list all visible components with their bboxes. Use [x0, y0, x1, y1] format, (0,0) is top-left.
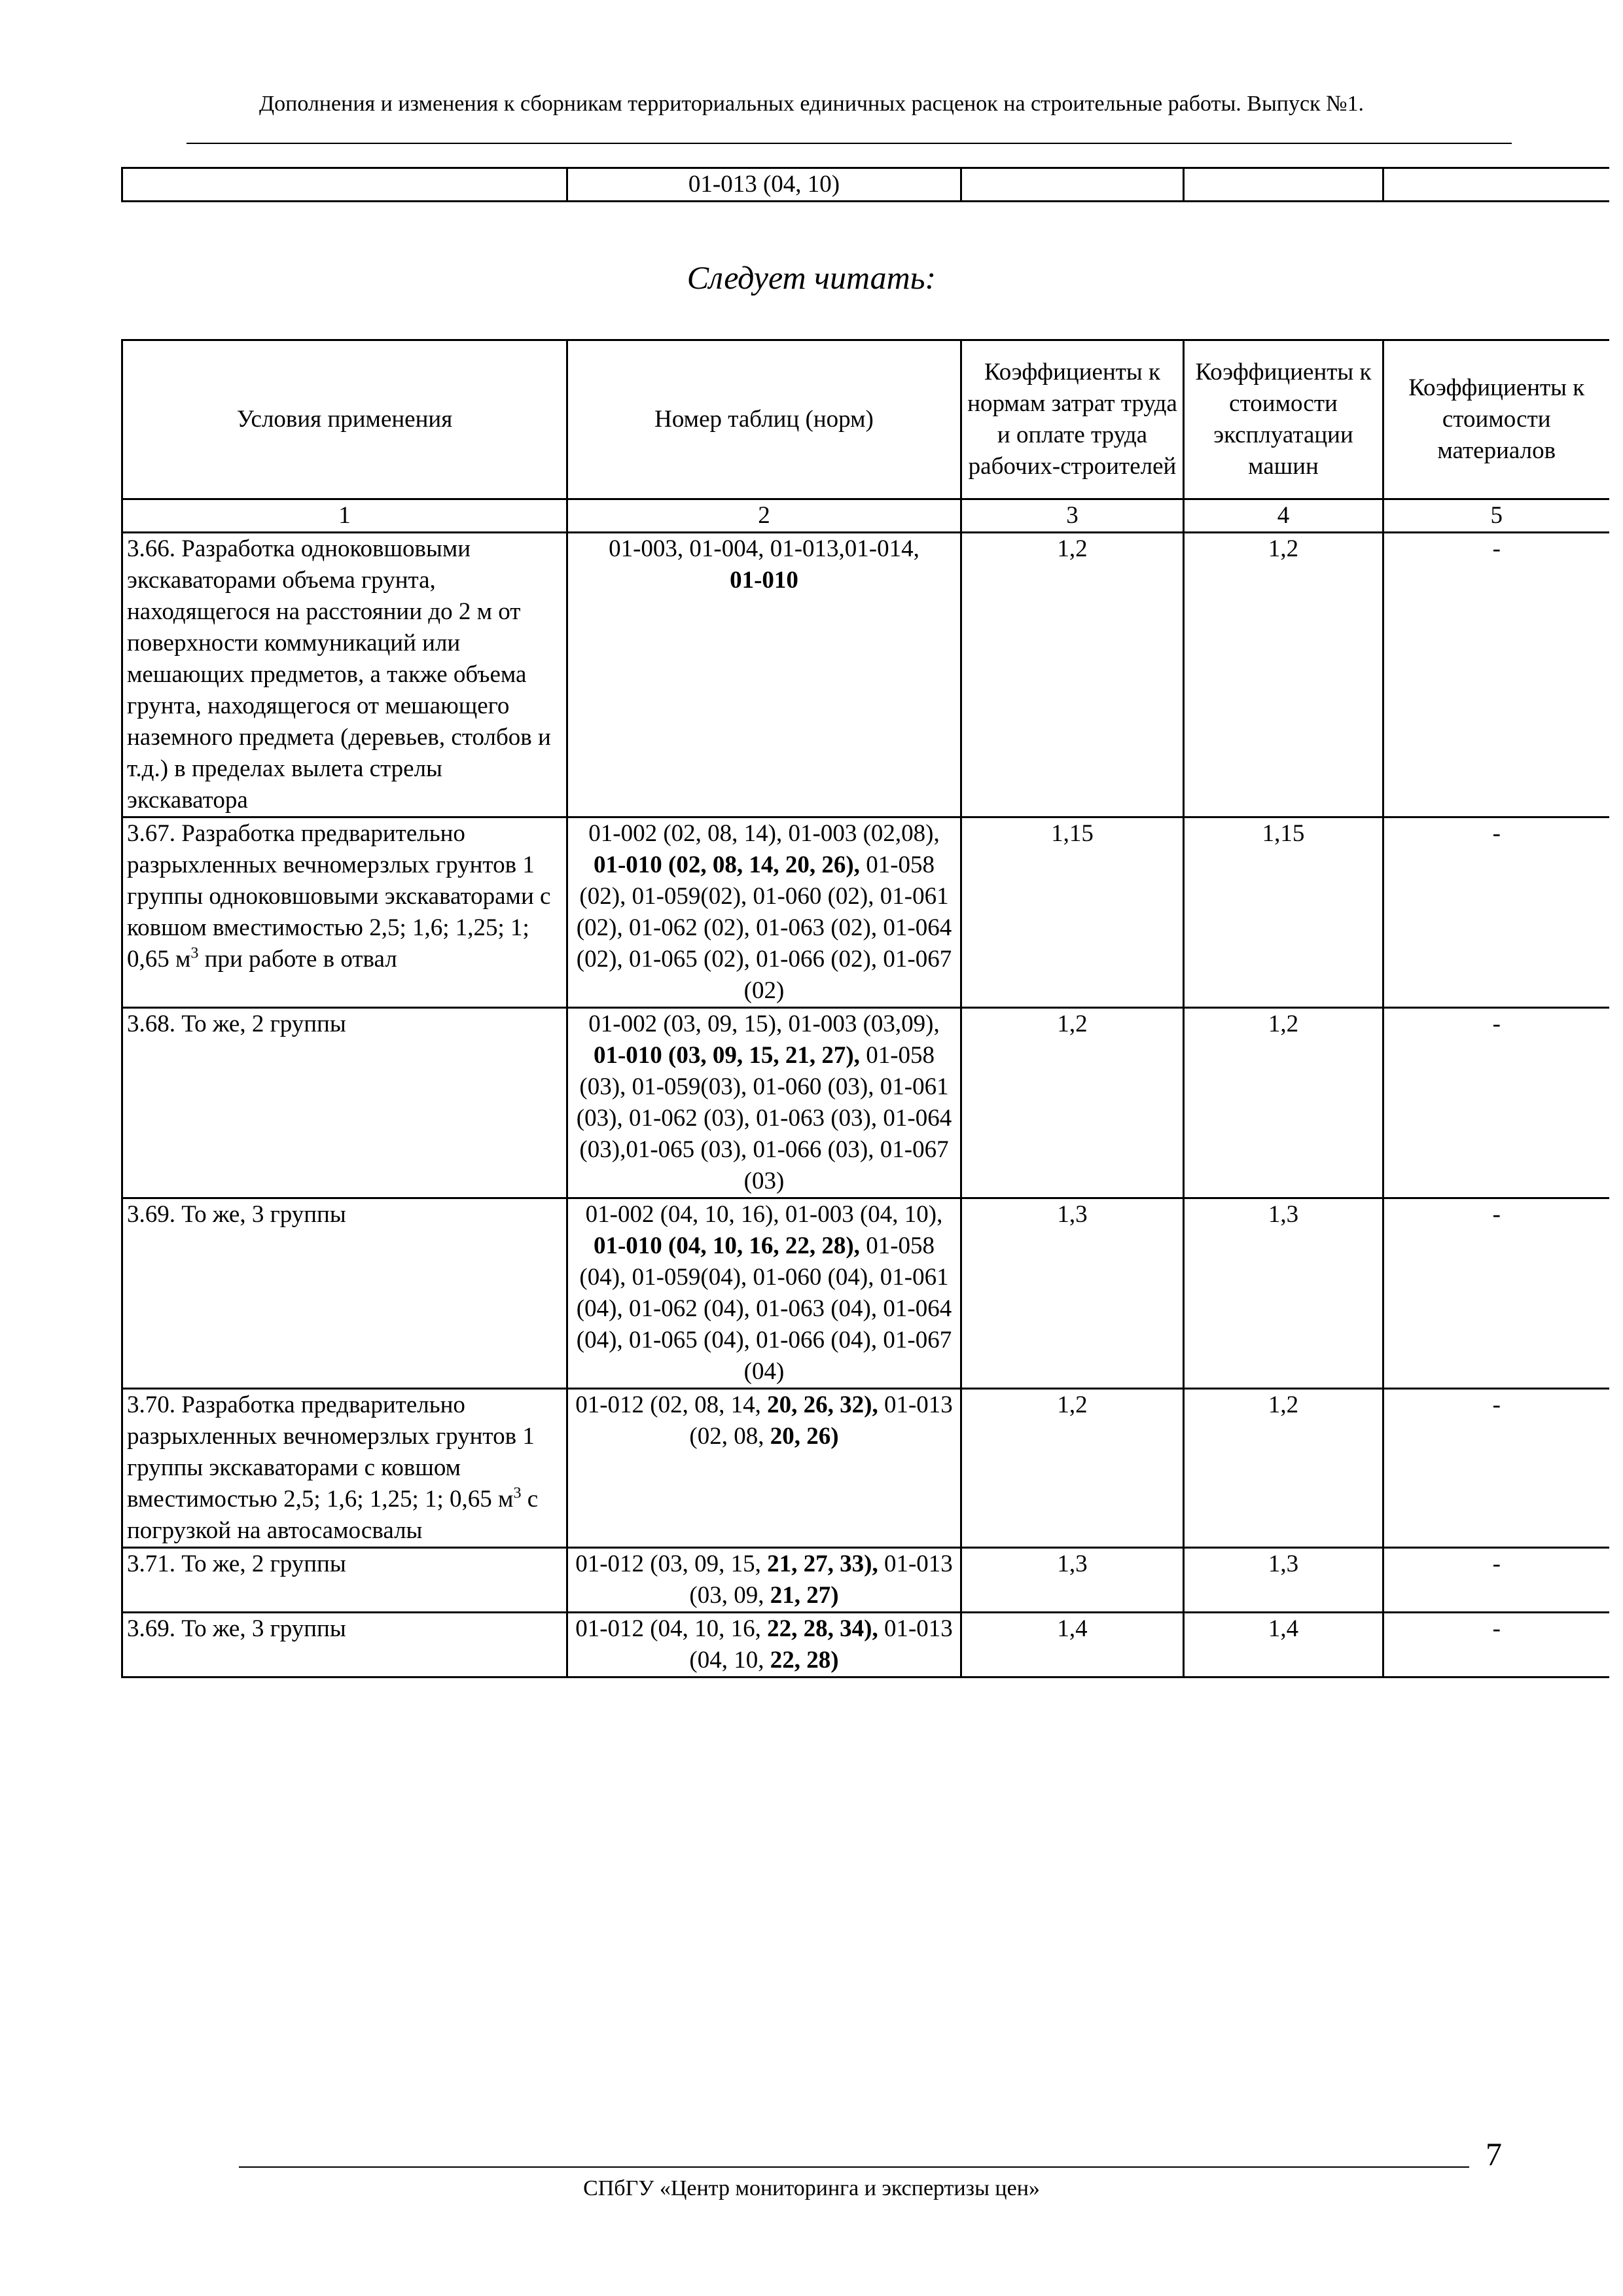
col-number: 5 [1383, 499, 1609, 533]
page-footer: СПбГУ «Центр мониторинга и экспертизы цен» [583, 2176, 1040, 2200]
machine-coef-cell: 1,4 [1184, 1613, 1383, 1677]
machine-coef-cell: 1,2 [1184, 1008, 1383, 1198]
material-coef-cell: - [1383, 817, 1609, 1008]
norms-text: 01-058 (03), 01-059(03), 01-060 (03), 01-061 (03), 01-062 (03), 01-063 (03), 01-064 (03),01-065 (03), 01-066 (03), 01-067 (03) [576, 1042, 952, 1194]
labor-coef-cell: 1,3 [961, 1548, 1184, 1613]
norms-text: 01-012 (02, 08, 14, [575, 1391, 768, 1418]
norms-cell [567, 1389, 961, 1548]
material-coef-cell: - [1383, 1198, 1609, 1389]
column-number-row [122, 499, 1609, 533]
machine-coef-cell: 1,2 [1184, 1389, 1383, 1548]
condition-cell: 3.66. Разработка одноковшовыми экскаваторами объема грунта, находящегося на расстоянии до 2 м от поверхности коммуникаций или мешающих предметов, а также объема грунта, находящегося от мешающего наземного предмета (деревьев, столбов и т.д.) в пределах вылета стрелы экскаватора [122, 533, 567, 817]
norms-text: 01-013 (03, 09, [689, 1551, 953, 1609]
norms-bold-text: 01-010 [730, 567, 798, 594]
table-row [122, 1008, 1609, 1198]
material-coef-cell: - [1383, 1008, 1609, 1198]
prev-cell-5 [1383, 168, 1609, 202]
table-row [122, 1198, 1609, 1389]
page-header: Дополнения и изменения к сборникам территориальных единичных расценок на строительные работы. Выпуск №1. [259, 92, 1364, 116]
condition-text: с погрузкой на автосамосвалы [127, 1486, 539, 1544]
col-number: 3 [961, 499, 1184, 533]
material-coef-cell: - [1383, 1548, 1609, 1613]
norms-bold-text: 22, 28) [770, 1647, 839, 1674]
condition-text: 3.67. Разработка предварительно разрыхленных вечномерзлых грунтов 1 группы одноковшовыми экскаваторами с ковшом вместимостью 2,5; 1,6; 1,25; 1; 0,65 м [127, 820, 551, 973]
col-header-norms: Номер таблиц (норм) [567, 340, 961, 499]
superscript: 3 [513, 1484, 522, 1502]
norms-bold-text: 01-010 (03, 09, 15, 21, 27), [593, 1042, 860, 1069]
norms-bold-text: 21, 27, 33), [767, 1551, 878, 1577]
table-header-row [122, 340, 1609, 499]
machine-coef-cell: 1,3 [1184, 1198, 1383, 1389]
condition-cell: 3.69. То же, 3 группы [122, 1198, 567, 1389]
norms-text: 01-002 (03, 09, 15), 01-003 (03,09), [588, 1011, 940, 1037]
labor-coef-cell: 1,15 [961, 817, 1184, 1008]
condition-text: 3.70. Разработка предварительно разрыхленных вечномерзлых грунтов 1 группы экскаваторами с ковшом вместимостью 2,5; 1,6; 1,25; 1; 0,65 м [127, 1391, 535, 1513]
norms-bold-text: 01-010 (04, 10, 16, 22, 28), [593, 1232, 860, 1259]
norms-bold-text: 20, 26, 32), [767, 1391, 878, 1418]
table-row [122, 168, 1609, 202]
condition-cell: 3.68. То же, 2 группы [122, 1008, 567, 1198]
prev-cell-1 [122, 168, 567, 202]
norms-text: 01-013 (04, 10, [689, 1615, 953, 1674]
condition-cell: 3.71. То же, 2 группы [122, 1548, 567, 1613]
condition-cell: 3.69. То же, 3 группы [122, 1613, 567, 1677]
labor-coef-cell: 1,2 [961, 1389, 1184, 1548]
col-number: 4 [1184, 499, 1383, 533]
col-header-conditions: Условия применения [122, 340, 567, 499]
section-subtitle: Следует читать: [687, 259, 936, 296]
labor-coef-cell: 1,2 [961, 1008, 1184, 1198]
norms-cell [567, 533, 961, 817]
norms-cell [567, 817, 961, 1008]
condition-cell [122, 817, 567, 1008]
prev-cell-2: 01-013 (04, 10) [567, 168, 961, 202]
norms-text: 01-058 (02), 01-059(02), 01-060 (02), 01-061 (02), 01-062 (02), 01-063 (02), 01-064 (02), 01-065 (02), 01-066 (02), 01-067 (02) [576, 852, 952, 1004]
condition-text: при работе в отвал [198, 946, 397, 973]
header-rule [187, 143, 1512, 144]
norms-bold-text: 01-010 (02, 08, 14, 20, 26), [593, 852, 860, 878]
prev-cell-3 [961, 168, 1184, 202]
col-header-machine-coef: Коэффициенты к стоимости эксплуатации машин [1184, 340, 1383, 499]
footer-rule [239, 2166, 1469, 2168]
previous-table-fragment [121, 167, 1609, 202]
labor-coef-cell: 1,3 [961, 1198, 1184, 1389]
table-row [122, 1389, 1609, 1548]
norms-text: 01-002 (02, 08, 14), 01-003 (02,08), [588, 820, 940, 847]
labor-coef-cell: 1,4 [961, 1613, 1184, 1677]
table-row [122, 817, 1609, 1008]
superscript: 3 [190, 944, 199, 962]
norms-text: 01-003, 01-004, 01-013,01-014, [609, 535, 919, 562]
material-coef-cell: - [1383, 1389, 1609, 1548]
norms-cell [567, 1198, 961, 1389]
norms-cell [567, 1613, 961, 1677]
col-number: 2 [567, 499, 961, 533]
col-number: 1 [122, 499, 567, 533]
norms-bold-text: 20, 26) [770, 1423, 839, 1450]
condition-cell [122, 1389, 567, 1548]
col-header-labor-coef: Коэффициенты к нормам затрат труда и оплате труда рабочих-строителей [961, 340, 1184, 499]
labor-coef-cell: 1,2 [961, 533, 1184, 817]
machine-coef-cell: 1,15 [1184, 817, 1383, 1008]
machine-coef-cell: 1,2 [1184, 533, 1383, 817]
prev-cell-4 [1184, 168, 1383, 202]
page-number: 7 [1486, 2136, 1502, 2172]
table-row [122, 1613, 1609, 1677]
table-row [122, 533, 1609, 817]
norms-text: 01-012 (03, 09, 15, [575, 1551, 768, 1577]
norms-bold-text: 22, 28, 34), [767, 1615, 878, 1642]
material-coef-cell: - [1383, 1613, 1609, 1677]
norms-text: 01-012 (04, 10, 16, [575, 1615, 768, 1642]
norms-text: 01-002 (04, 10, 16), 01-003 (04, 10), [585, 1201, 943, 1228]
col-header-material-coef: Коэффициенты к стоимости материалов [1383, 340, 1609, 499]
norms-cell [567, 1008, 961, 1198]
table-row [122, 1548, 1609, 1613]
norms-cell [567, 1548, 961, 1613]
machine-coef-cell: 1,3 [1184, 1548, 1383, 1613]
coefficients-table [121, 339, 1609, 1678]
norms-bold-text: 21, 27) [770, 1582, 839, 1609]
material-coef-cell: - [1383, 533, 1609, 817]
norms-text: 01-013 (02, 08, [689, 1391, 953, 1450]
norms-text: 01-058 (04), 01-059(04), 01-060 (04), 01-061 (04), 01-062 (04), 01-063 (04), 01-064 (04), 01-065 (04), 01-066 (04), 01-067 (04) [576, 1232, 952, 1385]
